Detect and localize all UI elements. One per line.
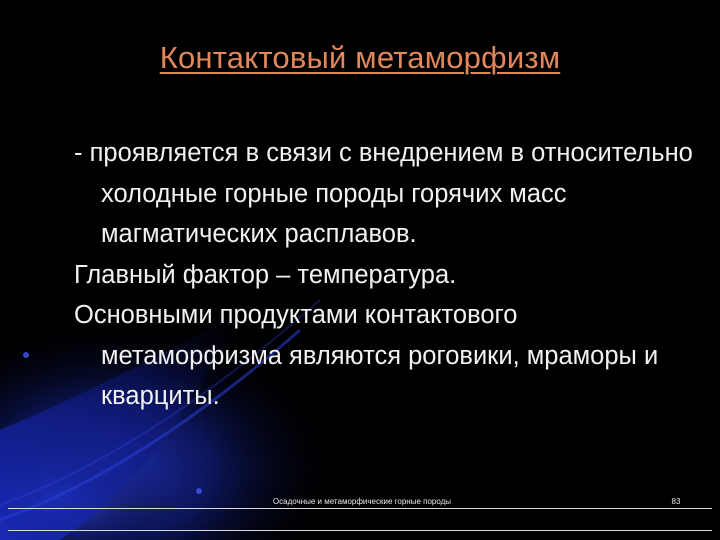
footer-rule-top (8, 508, 712, 509)
paragraph-definition: - проявляется в связи с внедрением в относительно холодные горные породы горячих масс магматических расплавов. (74, 139, 693, 248)
page-number: 83 (671, 497, 681, 506)
footer-caption: Осадочные и метаморфические горные породы (272, 497, 452, 506)
footer-rule-bottom (8, 530, 712, 531)
bullet-dot-bottom (196, 488, 202, 494)
paragraph-products: Основными продуктами контактового метаморфизма являются роговики, мраморы и кварциты. (74, 301, 659, 410)
slide-title: Контактовый метаморфизм (159, 40, 561, 75)
bullet-dot-top (23, 352, 29, 358)
paragraph-main-factor: Главный фактор – температура. (74, 260, 457, 289)
slide-body (74, 133, 704, 417)
